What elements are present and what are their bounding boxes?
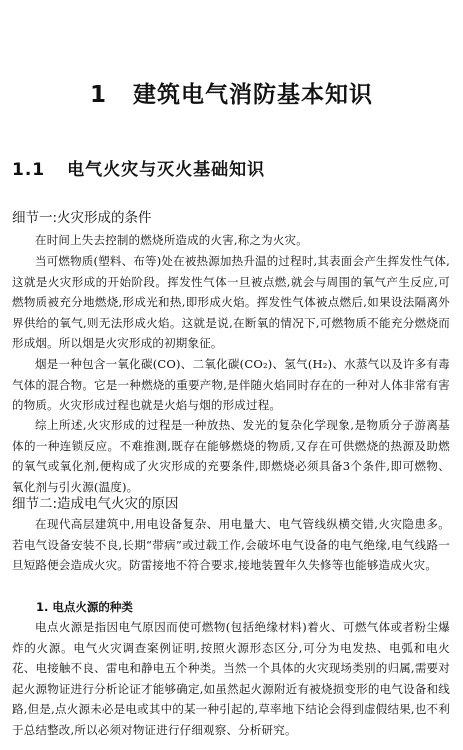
paragraph: 在现代高层建筑中,用电设备复杂、用电量大、电气管线纵横交错,火灾隐患多。若电气设备安装不良,长期“带病”或过载工作,会破坏电气设备的电气绝缘,电气线路一旦短路便会造成火灾。防雷接地不符合要求,接地装置年久失修等也能够造成火灾。 [12, 517, 450, 572]
detail-two-title: 细节二:造成电气火灾的原因 [12, 496, 179, 512]
chapter-number: 1 [89, 82, 107, 108]
section-title-text: 电气火灾与灭火基础知识 [67, 160, 266, 180]
section-number: 1.1 [12, 160, 46, 180]
paragraph: 烟是一种包含一氧化碳(CO)、二氧化碳(CO₂)、氢气(H₂)、水蒸气以及许多有毒气体的混合物。它是一种燃烧的重要产物,是伴随火焰同时存在的一种对人体非常有害的物质。火灾形成过程也就是火焰与烟的形成过程。 [12, 357, 450, 412]
chapter-title-text: 建筑电气消防基本知识 [133, 82, 373, 108]
chapter-title [0, 76, 463, 109]
subheading: 1. 电点火源的种类 [36, 600, 133, 614]
paragraph: 在时间上失去控制的燃烧所造成的火害,称之为火灾。 [35, 233, 308, 247]
paragraph: 综上所述,火灾形成的过程是一种放热、发光的复杂化学现象,是物质分子游离基体的一种连锁反应。不难推测,既存在能够燃烧的物质,又存在可供燃烧的热源及助燃的氧气或氧化剂,便构成了火灾形成的充要条件,即燃烧必须具备3个条件,即可燃物、氧化剂与引火源(温度)。 [12, 418, 450, 494]
paragraph: 电点火源是指因电气原因而使可燃物(包括绝缘材料)着火、可燃气体或者粉尘爆炸的火源。电气火灾调查案例证明,按照火源形态区分,可分为电发热、电弧和电火花、电接触不良、雷电和静电五个种类。当然一个具体的火灾现场类别的归属,需要对起火源物证进行分析论证才能够确定,如虽然起火源附近有被烧损变形的电气设备和线路,但是,点火源未必是电或其中的某一种引起的,草率地下结论会得到虚假结果,也不利于总结整改,所以必须对物证进行仔细观察、分析研究。 [12, 620, 450, 737]
detail-one-title: 细节一:火灾形成的条件 [12, 210, 152, 226]
paragraph: 当可燃物质(塑料、布等)处在被热源加热升温的过程时,其表面会产生挥发性气体,这就是火灾形成的开始阶段。挥发性气体一旦被点燃,就会与周围的氧气产生反应,可燃物质被充分地燃烧,形成光和热,即形成火焰。挥发性气体被点燃后,如果设法隔离外界供给的氧气,则无法形成火焰。这就是说,在断氧的情况下,可燃物质不能充分燃烧而形成烟。所以烟是火灾形成的初期象征。 [12, 254, 450, 350]
section-title [12, 155, 265, 180]
